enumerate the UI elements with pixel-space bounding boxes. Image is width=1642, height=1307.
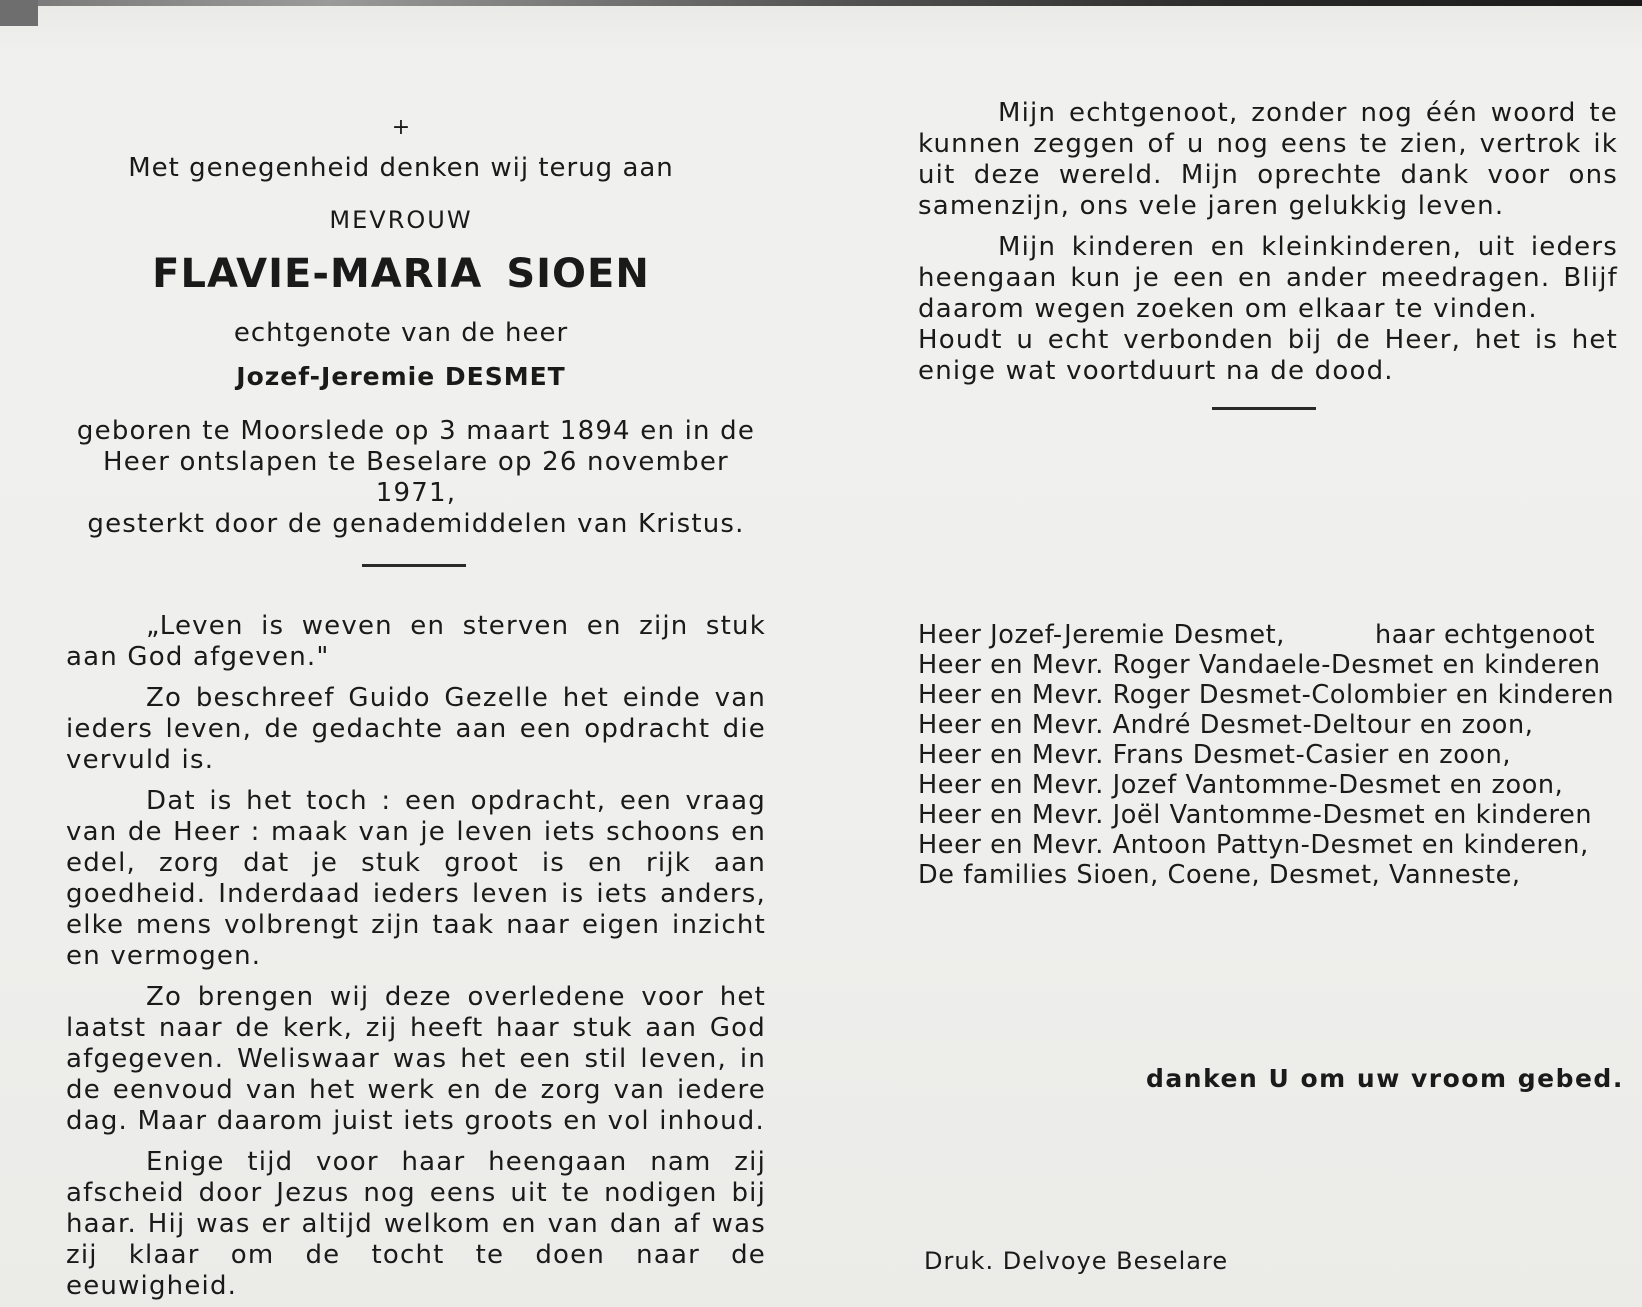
- right-column: [918, 98, 1618, 890]
- family-list: [918, 620, 1618, 890]
- bio-line: geboren te Moorslede op 3 maart 1894 en in de: [76, 416, 756, 446]
- scan-top-edge: [0, 0, 1642, 6]
- bio-block: [66, 416, 766, 540]
- cross-symbol: +: [391, 115, 411, 140]
- family-line: Heer en Mevr. Jozef Vantomme-Desmet en zoon,: [918, 770, 1564, 800]
- scan-corner-shadow: [0, 0, 38, 26]
- family-role: haar echtgenoot: [1374, 620, 1596, 650]
- bio-line: Heer ontslapen te Beselare op 26 november 1971,: [103, 447, 729, 508]
- printer-credit: Druk. Delvoye Beselare: [924, 1247, 1229, 1275]
- family-line: Heer en Mevr. Roger Vandaele-Desmet en kinderen: [918, 650, 1601, 680]
- intro-line: Met genegenheid denken wij terug aan: [128, 153, 674, 183]
- family-line: Heer en Mevr. André Desmet-Deltour en zoon,: [918, 710, 1534, 740]
- text-paragraph: Zo beschreef Guido Gezelle het einde van ieders leven, de gedachte aan een opdracht die vervuld is.: [66, 683, 766, 775]
- thanks-line: danken U om uw vroom gebed.: [1146, 1064, 1624, 1093]
- text-paragraph: Zo brengen wij deze overledene voor het laatst naar de kerk, zij heeft haar stuk aan God afgegeven. Weliswaar was het een stil leven, in de eenvoud van het werk en de zorg van iedere dag. Maar daarom juist iets groots en vol inhoud.: [66, 982, 766, 1136]
- family-line: Heer en Mevr. Roger Desmet-Colombier en kinderen: [918, 680, 1615, 710]
- farewell-paragraph: Mijn kinderen en kleinkinderen, uit ieders heengaan kun je een en ander meedragen. Blijf daarom wegen zoeken om elkaar te vinden.: [918, 232, 1618, 324]
- family-line: De families Sioen, Coene, Desmet, Vanneste,: [918, 860, 1521, 890]
- farewell-paragraph: Mijn echtgenoot, zonder nog één woord te kunnen zeggen of u nog eens te zien, vertrok ik uit deze wereld. Mijn oprechte dank voor ons samenzijn, ons vele jaren gelukkig leven.: [918, 98, 1618, 221]
- divider-rule: [362, 564, 466, 567]
- left-column: [66, 108, 766, 1302]
- quote-paragraph: „Leven is weven en sterven en zijn stuk aan God afgeven.": [66, 611, 766, 672]
- spouse-intro: echtgenote van de heer: [233, 318, 569, 348]
- bio-line: gesterkt door de genademiddelen van Kristus.: [87, 509, 745, 539]
- family-line: Heer en Mevr. Joël Vantomme-Desmet en kinderen: [918, 800, 1593, 830]
- farewell-paragraph: Houdt u echt verbonden bij de Heer, het is het enige wat voortduurt na de dood.: [918, 325, 1618, 386]
- text-paragraph: Dat is het toch : een opdracht, een vraag van de Heer : maak van je leven iets schoons en edel, zorg dat je stuk groot is en rijk aan goedheid. Inderdaad ieders leven is iets anders, elke mens volbrengt zijn taak naar eigen inzicht en vermogen.: [66, 786, 766, 971]
- text-paragraph: Enige tijd voor haar heengaan nam zij afscheid door Jezus nog eens uit te nodigen bij haar. Hij was er altijd welkom en van dan af was zij klaar om de tocht te doen naar de eeuwigheid.: [66, 1147, 766, 1301]
- family-line: Heer en Mevr. Frans Desmet-Casier en zoon,: [918, 740, 1512, 770]
- divider-rule: [1212, 407, 1316, 410]
- spouse-name: Jozef-Jeremie DESMET: [236, 362, 566, 391]
- family-line: Heer Jozef-Jeremie Desmet, haar echtgenoot: [918, 620, 1596, 650]
- first-name: FLAVIE-MARIA: [152, 251, 483, 297]
- deceased-name: [36, 248, 766, 300]
- family-line: Heer en Mevr. Antoon Pattyn-Desmet en kinderen,: [918, 830, 1589, 860]
- last-name: SIOEN: [506, 251, 650, 297]
- title-mevrouw: MEVROUW: [329, 206, 473, 234]
